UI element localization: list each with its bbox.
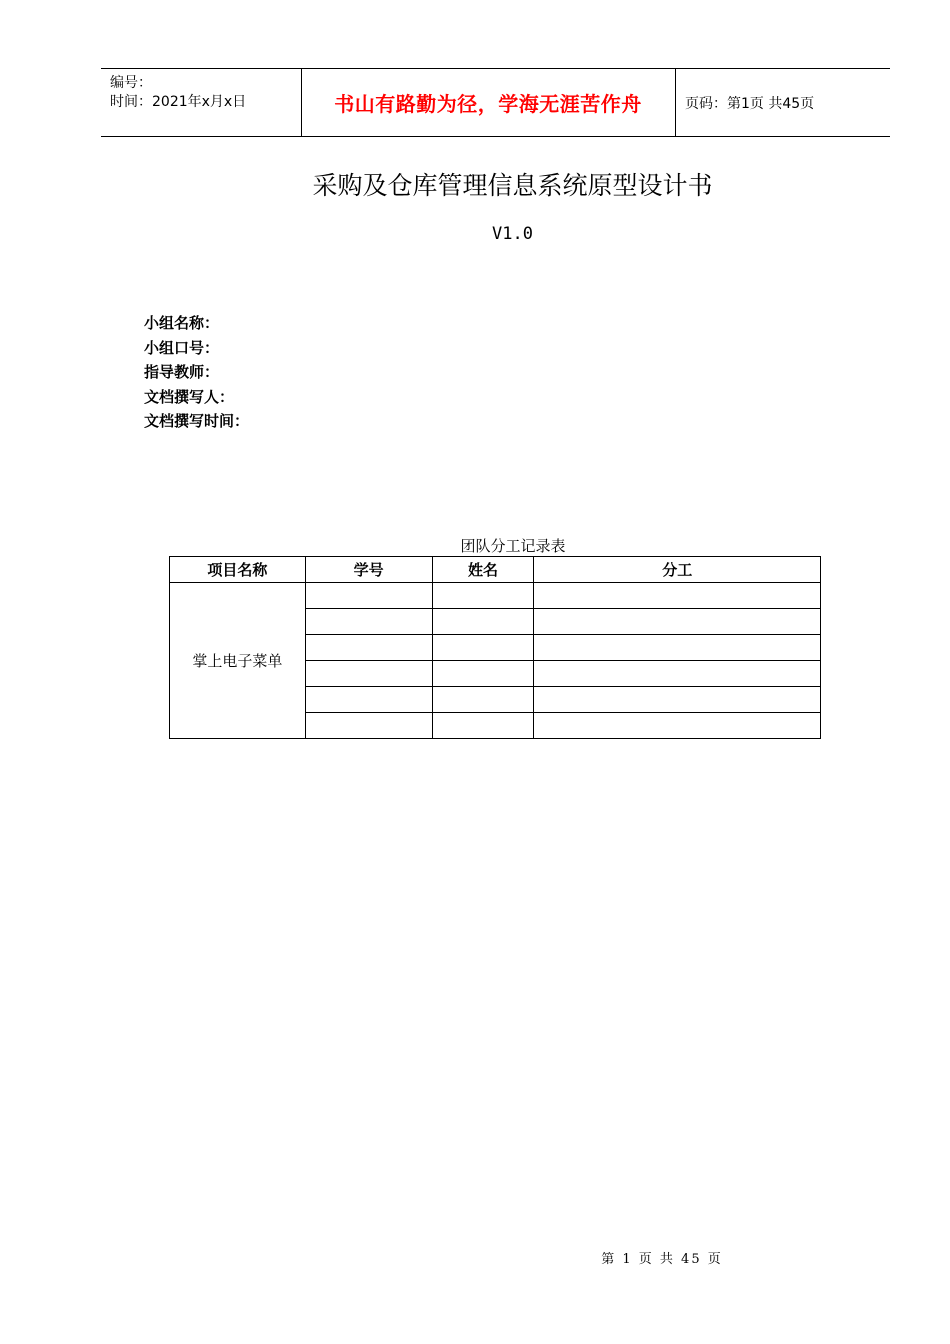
assignment-cell[interactable]	[534, 661, 821, 687]
info-advisor: 指导教师：	[144, 363, 220, 381]
header-left-cell	[101, 69, 302, 136]
document-version: V1.0	[492, 224, 533, 244]
table-caption: 团队分工记录表	[460, 537, 566, 555]
project-name-cell: 掌上电子菜单	[170, 583, 306, 739]
header-student-id: 学号	[305, 557, 432, 583]
document-number-label: 编号：	[110, 75, 152, 91]
name-cell[interactable]	[432, 635, 534, 661]
info-fields	[144, 311, 249, 434]
name-cell[interactable]	[432, 661, 534, 687]
team-division-table	[169, 556, 821, 739]
info-write-time: 文档撰写时间：	[144, 412, 250, 430]
header-assignment: 分工	[534, 557, 821, 583]
header-middle-cell	[301, 69, 676, 136]
name-cell[interactable]	[432, 583, 534, 609]
student-id-cell[interactable]	[305, 661, 432, 687]
name-cell[interactable]	[432, 713, 534, 739]
header-project-name: 项目名称	[170, 557, 306, 583]
student-id-cell[interactable]	[305, 713, 432, 739]
document-title: 采购及仓库管理信息系统原型设计书	[312, 171, 713, 200]
document-time-label: 时间：2021年x月x日	[110, 94, 247, 110]
info-group-slogan: 小组口号：	[144, 338, 220, 357]
info-group-name: 小组名称：	[144, 314, 220, 332]
header-name: 姓名	[432, 557, 534, 583]
student-id-cell[interactable]	[305, 609, 432, 635]
name-cell[interactable]	[432, 609, 534, 635]
student-id-cell[interactable]	[305, 635, 432, 661]
info-author: 文档撰写人：	[144, 387, 235, 406]
table-header-row	[170, 557, 821, 583]
assignment-cell[interactable]	[534, 609, 821, 635]
page-footer: 第 1 页 共 45 页	[601, 1252, 723, 1267]
name-cell[interactable]	[432, 687, 534, 713]
table-row	[170, 583, 821, 609]
header-page-info: 页码：第1页 共45页	[685, 95, 815, 112]
assignment-cell[interactable]	[534, 635, 821, 661]
header-motto: 书山有路勤为径，学海无涯苦作舟	[334, 92, 642, 116]
student-id-cell[interactable]	[305, 583, 432, 609]
student-id-cell[interactable]	[305, 687, 432, 713]
page-header	[101, 68, 890, 137]
assignment-cell[interactable]	[534, 687, 821, 713]
assignment-cell[interactable]	[534, 713, 821, 739]
assignment-cell[interactable]	[534, 583, 821, 609]
